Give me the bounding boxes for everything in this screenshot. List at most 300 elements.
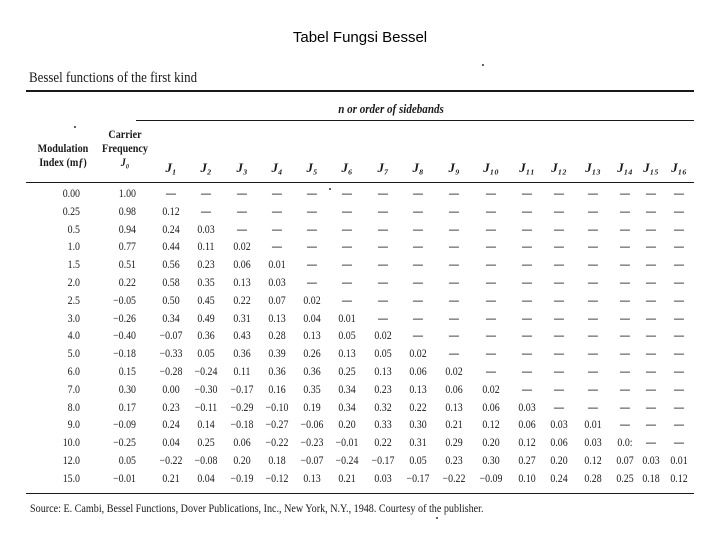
carrier-cell: −0.05	[113, 294, 136, 307]
sideband-cell: 0.14	[197, 419, 215, 432]
order-header-rule	[136, 120, 694, 121]
sideband-cell: −0.24	[335, 455, 359, 467]
sideband-cell: 0.06	[409, 366, 427, 378]
sideband-cell: —	[588, 366, 598, 378]
carrier-cell: 0.30	[118, 383, 136, 396]
sideband-cell: —	[674, 366, 684, 378]
sideband-cell: —	[620, 259, 630, 272]
sideband-cell: −0.18	[230, 419, 254, 432]
order-column-header: J₁₃	[585, 160, 601, 175]
sideband-cell: 0.12	[482, 419, 500, 432]
carrier-cell: 0.94	[118, 223, 136, 236]
sideband-cell: —	[554, 401, 564, 414]
sideband-cell: —	[201, 205, 211, 218]
slide-title: Tabel Fungsi Bessel	[292, 29, 428, 46]
sideband-cell: —	[237, 205, 247, 218]
carrier-cell: 0.15	[118, 366, 136, 378]
sideband-cell: —	[522, 223, 532, 236]
sideband-cell: 0.01	[670, 455, 688, 467]
sideband-cell: —	[449, 259, 459, 272]
modulation-index-cell: 12.0	[62, 455, 80, 467]
sideband-cell: −0.27	[265, 419, 289, 432]
sideband-cell: —	[554, 188, 564, 200]
sideband-cell: 0.45	[197, 294, 215, 307]
sideband-cell: —	[342, 294, 352, 307]
sideband-cell: —	[674, 330, 684, 343]
sideband-cell: —	[486, 312, 496, 325]
sideband-cell: —	[237, 188, 247, 200]
sideband-cell: 0.33	[374, 419, 392, 432]
sideband-cell: 0.05	[338, 330, 356, 343]
sideband-cell: 0.02	[409, 348, 427, 361]
sideband-cell: 0.01	[584, 419, 602, 432]
sideband-cell: —	[522, 348, 532, 361]
sideband-cell: 0.20	[550, 455, 568, 467]
sideband-cell: 0.36	[233, 348, 251, 361]
modulation-index-cell: 7.0	[67, 383, 80, 396]
sideband-cell: —	[554, 312, 564, 325]
sideband-cell: 0.24	[162, 419, 180, 432]
sideband-cell: —	[449, 241, 459, 254]
modulation-index-cell: 8.0	[67, 401, 80, 414]
sideband-cell: 0.02	[445, 366, 463, 378]
sideband-cell: —	[272, 205, 282, 218]
sideband-cell: —	[554, 205, 564, 218]
carrier-cell: 0.22	[118, 277, 136, 289]
sideband-cell: —	[378, 205, 388, 218]
sideband-cell: —	[342, 241, 352, 254]
order-column-header: J₃	[236, 160, 248, 175]
sideband-cell: —	[449, 223, 459, 236]
carrier-cell: −0.40	[113, 330, 136, 343]
sideband-cell: −0.06	[300, 419, 324, 432]
sideband-cell: —	[646, 259, 656, 272]
sideband-cell: 0.23	[162, 401, 180, 414]
sideband-cell: 0.02	[303, 294, 321, 307]
sideband-cell: —	[413, 259, 423, 272]
sideband-cell: —	[646, 223, 656, 236]
sideband-cell: —	[272, 188, 282, 200]
sideband-cell: 0.18	[268, 455, 286, 467]
sideband-cell: —	[588, 277, 598, 289]
sideband-cell: 0.56	[162, 259, 180, 272]
sideband-cell: 0.12	[162, 205, 180, 218]
sideband-cell: —	[674, 401, 684, 414]
sideband-cell: —	[486, 241, 496, 254]
sideband-cell: —	[554, 366, 564, 378]
sideband-cell: —	[307, 188, 317, 200]
carrier-cell: −0.26	[113, 312, 136, 325]
sideband-cell: —	[413, 223, 423, 236]
sideband-cell: —	[620, 348, 630, 361]
carrier-cell: −0.25	[113, 437, 136, 450]
sideband-cell: 0.36	[197, 330, 215, 343]
sideband-cell: —	[620, 383, 630, 396]
sideband-cell: 0.03	[642, 455, 660, 467]
sideband-cell: —	[620, 241, 630, 254]
sideband-cell: —	[674, 223, 684, 236]
sideband-cell: —	[522, 259, 532, 272]
sideband-cell: —	[307, 241, 317, 254]
sideband-cell: —	[378, 241, 388, 254]
sideband-cell: —	[522, 366, 532, 378]
modulation-index-cell: 2.5	[67, 294, 80, 307]
sideband-cell: 0.07	[268, 294, 286, 307]
sideband-cell: 0.28	[584, 472, 602, 485]
sideband-cell: 0.19	[303, 401, 321, 414]
modulation-index-cell: 0.00	[62, 188, 80, 200]
sideband-cell: 0.21	[445, 419, 463, 432]
sideband-cell: —	[449, 312, 459, 325]
sideband-cell: —	[413, 294, 423, 307]
carrier-cell: −0.01	[113, 472, 136, 485]
sideband-cell: −0.08	[194, 455, 218, 467]
sideband-cell: —	[378, 223, 388, 236]
sideband-cell: 0.06	[518, 419, 536, 432]
table-heading: Bessel functions of the first kind	[29, 70, 198, 86]
carrier-cell: −0.09	[113, 419, 136, 432]
sideband-cell: —	[588, 383, 598, 396]
modulation-index-cell: 6.0	[67, 366, 80, 378]
sideband-cell: —	[522, 188, 532, 200]
sideband-cell: −0.22	[265, 437, 289, 450]
sideband-cell: −0.17	[371, 455, 395, 467]
sideband-cell: —	[620, 294, 630, 307]
sideband-cell: —	[201, 188, 211, 200]
sideband-cell: —	[674, 205, 684, 218]
sideband-cell: —	[449, 277, 459, 289]
sideband-cell: —	[342, 188, 352, 200]
sideband-cell: 0.24	[550, 472, 568, 485]
sideband-cell: 0.50	[162, 294, 180, 307]
sideband-cell: —	[646, 437, 656, 450]
sideband-cell: —	[554, 277, 564, 289]
sideband-cell: 0.21	[338, 472, 356, 485]
sideband-cell: 0.23	[374, 383, 392, 396]
scan-speck	[436, 517, 438, 519]
modulation-index-cell: 1.5	[67, 259, 80, 272]
sideband-cell: 0.03	[197, 223, 215, 236]
sideband-cell: 0.21	[162, 472, 180, 485]
sideband-cell: —	[486, 277, 496, 289]
sideband-cell: 0.01	[338, 312, 356, 325]
sideband-cell: 0.25	[616, 472, 634, 485]
sideband-cell: —	[342, 223, 352, 236]
order-column-header: J₆	[341, 160, 353, 175]
order-column-header: J₇	[377, 160, 389, 175]
sideband-cell: —	[588, 223, 598, 236]
carrier-cell: 0.98	[118, 205, 136, 218]
sideband-cell: —	[674, 437, 684, 450]
sideband-cell: —	[166, 188, 176, 200]
carrier-cell: 1.00	[118, 188, 136, 200]
sideband-cell: —	[413, 241, 423, 254]
sideband-cell: 0.44	[162, 241, 180, 254]
sideband-cell: 0.34	[338, 401, 356, 414]
sideband-cell: —	[646, 294, 656, 307]
modulation-index-cell: 4.0	[67, 330, 80, 343]
sideband-cell: 0.12	[584, 455, 602, 467]
sideband-cell: 0.02	[374, 330, 392, 343]
carrier-cell: −0.18	[113, 348, 136, 361]
sideband-cell: 0.04	[162, 437, 180, 450]
modulation-index-cell: 3.0	[67, 312, 80, 325]
sideband-cell: —	[307, 223, 317, 236]
sideband-cell: —	[342, 205, 352, 218]
header-bottom-rule	[26, 182, 694, 183]
sideband-cell: —	[413, 277, 423, 289]
sideband-cell: —	[554, 294, 564, 307]
sideband-cell: −0.12	[265, 472, 289, 485]
sideband-cell: —	[554, 259, 564, 272]
sideband-cell: —	[588, 348, 598, 361]
sideband-cell: 0.13	[303, 472, 321, 485]
sideband-cell: —	[620, 366, 630, 378]
sideband-cell: 0.13	[338, 348, 356, 361]
sideband-cell: —	[486, 330, 496, 343]
sideband-cell: 0.24	[162, 223, 180, 236]
sideband-cell: —	[554, 330, 564, 343]
modulation-index-cell: 2.0	[67, 277, 80, 289]
sideband-cell: —	[646, 241, 656, 254]
sideband-cell: —	[646, 383, 656, 396]
sideband-cell: —	[378, 294, 388, 307]
sideband-cell: 0.28	[268, 330, 286, 343]
sideband-cell: —	[620, 223, 630, 236]
sideband-cell: 0.01	[268, 259, 286, 272]
sideband-cell: 0.07	[616, 455, 634, 467]
sideband-cell: —	[378, 259, 388, 272]
sideband-cell: 0.18	[642, 472, 660, 485]
sideband-cell: 0.22	[374, 437, 392, 450]
sideband-cell: —	[646, 312, 656, 325]
sideband-cell: —	[646, 205, 656, 218]
sideband-cell: —	[620, 330, 630, 343]
order-column-header: J₅	[306, 160, 318, 175]
sideband-cell: 0.06	[445, 383, 463, 396]
sideband-cell: —	[674, 188, 684, 200]
sideband-cell: 0.13	[268, 312, 286, 325]
sideband-cell: —	[378, 277, 388, 289]
sideband-cell: —	[674, 312, 684, 325]
sideband-cell: 0.03	[550, 419, 568, 432]
sideband-cell: —	[449, 188, 459, 200]
sideband-cell: —	[588, 259, 598, 272]
sideband-cell: 0.43	[233, 330, 251, 343]
sideband-cell: −0.33	[159, 348, 183, 361]
sideband-cell: 0.13	[409, 383, 427, 396]
sideband-cell: 0.32	[374, 401, 392, 414]
sideband-cell: —	[449, 330, 459, 343]
modulation-index-cell: 15.0	[62, 472, 80, 485]
sideband-cell: —	[522, 312, 532, 325]
sideband-cell: −0.10	[265, 401, 289, 414]
sideband-cell: 0.31	[409, 437, 427, 450]
order-column-header: J₈	[412, 160, 424, 175]
sideband-cell: —	[486, 223, 496, 236]
sideband-cell: —	[588, 241, 598, 254]
modulation-index-cell: 10.0	[62, 437, 80, 450]
sideband-cell: —	[620, 277, 630, 289]
sideband-cell: 0.04	[303, 312, 321, 325]
modulation-index-cell: 9.0	[67, 419, 80, 432]
sideband-cell: 0.22	[233, 294, 251, 307]
sideband-cell: —	[486, 294, 496, 307]
sideband-cell: 0.03	[518, 401, 536, 414]
sideband-cell: −0.22	[442, 472, 466, 485]
sideband-cell: 0.11	[197, 241, 215, 254]
sideband-cell: —	[646, 277, 656, 289]
order-column-header: J₁₂	[551, 160, 567, 175]
sideband-cell: 0.35	[303, 383, 321, 396]
sideband-cell: —	[449, 348, 459, 361]
sideband-cell: 0.16	[268, 383, 286, 396]
sideband-cell: −0.17	[230, 383, 254, 396]
sideband-cell: —	[646, 348, 656, 361]
sideband-cell: 0.27	[518, 455, 536, 467]
sideband-cell: −0.23	[300, 437, 324, 450]
sideband-cell: —	[646, 366, 656, 378]
sideband-cell: −0.11	[194, 401, 218, 414]
sideband-cell: 0.23	[445, 455, 463, 467]
sideband-cell: 0.05	[197, 348, 215, 361]
sideband-cell: —	[674, 259, 684, 272]
sideband-cell: —	[620, 401, 630, 414]
scan-speck	[74, 126, 76, 128]
sideband-cell: —	[554, 348, 564, 361]
sideband-cell: −0.07	[159, 330, 183, 343]
sideband-cell: 0.30	[482, 455, 500, 467]
sideband-cell: —	[674, 277, 684, 289]
sideband-cell: 0.06	[233, 437, 251, 450]
sideband-cell: 0.05	[374, 348, 392, 361]
sideband-cell: 0.06	[233, 259, 251, 272]
sideband-cell: —	[674, 241, 684, 254]
sideband-cell: —	[522, 294, 532, 307]
sideband-cell: —	[674, 348, 684, 361]
sideband-cell: 0.36	[303, 366, 321, 378]
order-column-header: J₁₀	[483, 160, 499, 175]
order-of-sidebands-header: n or order of sidebands	[338, 101, 444, 116]
sideband-cell: 0.06	[550, 437, 568, 450]
sideband-cell: —	[646, 419, 656, 432]
sideband-cell: 0.22	[409, 401, 427, 414]
sideband-cell: —	[522, 205, 532, 218]
sideband-cell: −0.01	[335, 437, 359, 450]
sideband-cell: —	[620, 419, 630, 432]
sideband-cell: −0.17	[406, 472, 430, 485]
sideband-cell: —	[620, 312, 630, 325]
sideband-cell: 0.10	[518, 472, 536, 485]
sideband-cell: —	[272, 223, 282, 236]
sideband-cell: 0.05	[409, 455, 427, 467]
sideband-cell: 0.03	[268, 277, 286, 289]
sideband-cell: 0.03	[374, 472, 392, 485]
sideband-cell: —	[674, 383, 684, 396]
modulation-index-cell: 0.25	[62, 205, 80, 218]
sideband-cell: —	[378, 312, 388, 325]
sideband-cell: —	[413, 205, 423, 218]
sideband-cell: 0.20	[482, 437, 500, 450]
scan-speck	[329, 188, 331, 190]
order-column-header: J₄	[271, 160, 283, 175]
carrier-cell: 0.05	[118, 455, 136, 467]
sideband-cell: —	[342, 277, 352, 289]
sideband-cell: —	[554, 241, 564, 254]
sideband-cell: —	[486, 348, 496, 361]
order-column-header: J₁₆	[671, 160, 687, 175]
sideband-cell: —	[307, 205, 317, 218]
order-column-header: J₁	[165, 160, 177, 175]
sideband-cell: —	[486, 205, 496, 218]
sideband-cell: —	[413, 188, 423, 200]
sideband-cell: —	[522, 241, 532, 254]
sideband-cell: 0.49	[197, 312, 215, 325]
sideband-cell: 0.36	[268, 366, 286, 378]
bessel-table-scan	[26, 62, 694, 522]
sideband-cell: 0.26	[303, 348, 321, 361]
sideband-cell: —	[674, 419, 684, 432]
sideband-cell: —	[342, 259, 352, 272]
sideband-cell: 0.06	[482, 401, 500, 414]
sideband-cell: —	[237, 223, 247, 236]
sideband-cell: 0.34	[338, 383, 356, 396]
sideband-cell: −0.19	[230, 472, 254, 485]
sideband-cell: 0.23	[197, 259, 215, 272]
top-rule	[26, 90, 694, 92]
sideband-cell: 0.25	[338, 366, 356, 378]
sideband-cell: 0.34	[162, 312, 180, 325]
sideband-cell: —	[588, 312, 598, 325]
sideband-cell: 0.12	[670, 472, 688, 485]
sideband-cell: —	[413, 330, 423, 343]
sideband-cell: 0.04	[197, 472, 215, 485]
sideband-cell: −0.28	[159, 366, 183, 378]
modulation-index-cell: 0.5	[67, 223, 80, 236]
sideband-cell: 0.35	[197, 277, 215, 289]
sideband-cell: —	[449, 205, 459, 218]
sideband-cell: 0.25	[197, 437, 215, 450]
sideband-cell: —	[646, 188, 656, 200]
sideband-cell: 0.03	[584, 437, 602, 450]
sideband-cell: —	[449, 294, 459, 307]
sideband-cell: 0.30	[409, 419, 427, 432]
sideband-cell: 0.12	[518, 437, 536, 450]
sideband-cell: 0.0:	[617, 437, 633, 450]
sideband-cell: —	[522, 277, 532, 289]
sideband-cell: 0.13	[233, 277, 251, 289]
order-column-header: J₁₅	[643, 160, 659, 175]
sideband-cell: 0.13	[374, 366, 392, 378]
sideband-cell: 0.13	[303, 330, 321, 343]
carrier-cell: 0.77	[118, 241, 136, 254]
source-citation: Source: E. Cambi, Bessel Functions, Dover Publications, Inc., New York, N.Y., 1948. Courtesy of the publisher.	[30, 503, 484, 515]
order-column-header: J₁₄	[617, 160, 633, 175]
sideband-cell: 0.58	[162, 277, 180, 289]
sideband-cell: —	[486, 259, 496, 272]
modulation-index-cell: 1.0	[67, 241, 80, 254]
sideband-cell: —	[646, 330, 656, 343]
carrier-cell: 0.51	[118, 259, 136, 272]
sideband-cell: −0.29	[230, 401, 254, 414]
sideband-cell: −0.22	[159, 455, 183, 467]
sideband-cell: —	[307, 259, 317, 272]
sideband-cell: —	[486, 366, 496, 378]
sideband-cell: —	[272, 241, 282, 254]
sideband-cell: −0.30	[194, 383, 218, 396]
sideband-cell: —	[620, 205, 630, 218]
sideband-cell: −0.07	[300, 455, 324, 467]
